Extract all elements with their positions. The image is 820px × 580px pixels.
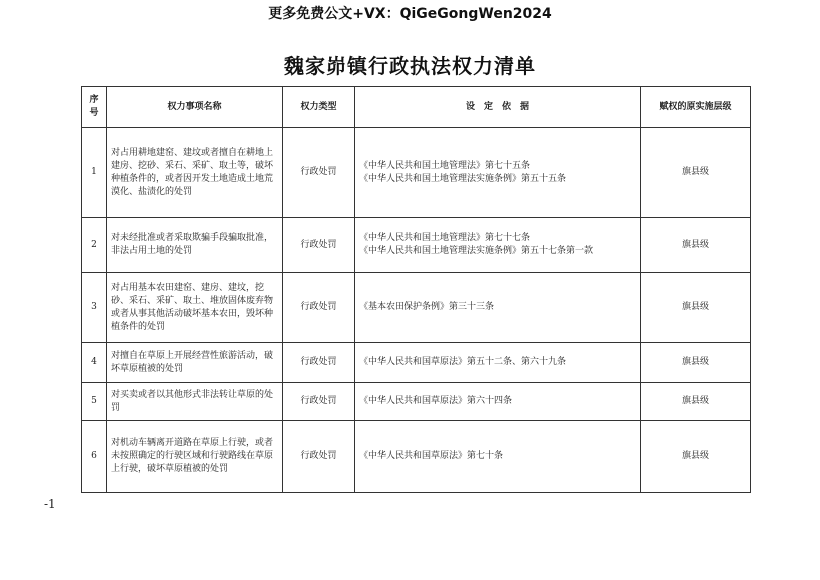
- row-number: 2: [82, 218, 107, 273]
- table-header-row: [82, 87, 751, 128]
- header-type: 权力类型: [283, 87, 355, 128]
- row-level: 旗县级: [641, 343, 751, 383]
- row-power-type: 行政处罚: [283, 421, 355, 493]
- table-row: [82, 421, 751, 493]
- row-number: 6: [82, 421, 107, 493]
- basis-line: 《中华人民共和国草原法》第七十条: [359, 451, 504, 461]
- row-item-name: 对未经批准或者采取欺骗手段骗取批准，非法占用土地的处罚: [107, 218, 283, 273]
- table-row: [82, 343, 751, 383]
- table-row: [82, 383, 751, 421]
- row-level: 旗县级: [641, 218, 751, 273]
- row-number: 5: [82, 383, 107, 421]
- basis-line: 《中华人民共和国土地管理法》第七十五条: [359, 160, 531, 171]
- basis-line: 《中华人民共和国土地管理法实施条例》第五十七条第一款: [359, 246, 594, 256]
- table-row: [82, 128, 751, 218]
- row-legal-basis: [355, 128, 641, 218]
- row-legal-basis: [355, 273, 641, 343]
- row-number: 4: [82, 343, 107, 383]
- row-power-type: 行政处罚: [283, 273, 355, 343]
- row-level: 旗县级: [641, 273, 751, 343]
- row-power-type: 行政处罚: [283, 343, 355, 383]
- basis-line: 《中华人民共和国土地管理法实施条例》第五十五条: [359, 173, 567, 184]
- basis-line: 《中华人民共和国土地管理法》第七十七条: [359, 233, 531, 243]
- row-item-name: 对擅自在草原上开展经营性旅游活动，破坏草原植被的处罚: [107, 343, 283, 383]
- row-number: 3: [82, 273, 107, 343]
- row-item-name: 对机动车辆离开道路在草原上行驶，或者未按照确定的行驶区域和行驶路线在草原上行驶，破坏草原植被的处罚: [107, 421, 283, 493]
- row-legal-basis: [355, 343, 641, 383]
- header-basis: 设 定 依 据: [355, 87, 641, 128]
- row-power-type: 行政处罚: [283, 128, 355, 218]
- row-item-name: 对占用基本农田建窑、建房、建坟，挖砂、采石、采矿、取土、堆放固体废弃物或者从事其他活动破坏基本农田，毁坏种植条件的处罚: [107, 273, 283, 343]
- page-number: -1: [44, 497, 56, 511]
- row-level: 旗县级: [641, 421, 751, 493]
- basis-line: 《中华人民共和国草原法》第六十四条: [359, 396, 513, 406]
- basis-line: 《基本农田保护条例》第三十三条: [359, 302, 495, 312]
- document-title: 魏家峁镇行政执法权力清单: [284, 54, 536, 78]
- table-row: [82, 273, 751, 343]
- row-legal-basis: [355, 218, 641, 273]
- header-name: 权力事项名称: [107, 87, 283, 128]
- row-item-name: 对买卖或者以其他形式非法转让草原的处罚: [107, 383, 283, 421]
- row-number: 1: [82, 128, 107, 218]
- row-power-type: 行政处罚: [283, 218, 355, 273]
- watermark-text: 更多免费公文+VX：QiGeGongWen2024: [268, 6, 552, 22]
- header-level: 赋权的原实施层级: [641, 87, 751, 128]
- header-no: 序号: [82, 87, 107, 128]
- power-list-table: [81, 86, 751, 493]
- table-row: [82, 218, 751, 273]
- row-legal-basis: [355, 383, 641, 421]
- row-power-type: 行政处罚: [283, 383, 355, 421]
- row-level: 旗县级: [641, 383, 751, 421]
- row-level: 旗县级: [641, 128, 751, 218]
- row-item-name: 对占用耕地建窑、建坟或者擅自在耕地上建房、挖砂、采石、采矿、取土等，破坏种植条件的，或者因开发土地造成土地荒漠化、盐渍化的处罚: [107, 128, 283, 218]
- row-legal-basis: [355, 421, 641, 493]
- basis-line: 《中华人民共和国草原法》第五十二条、第六十九条: [359, 357, 567, 367]
